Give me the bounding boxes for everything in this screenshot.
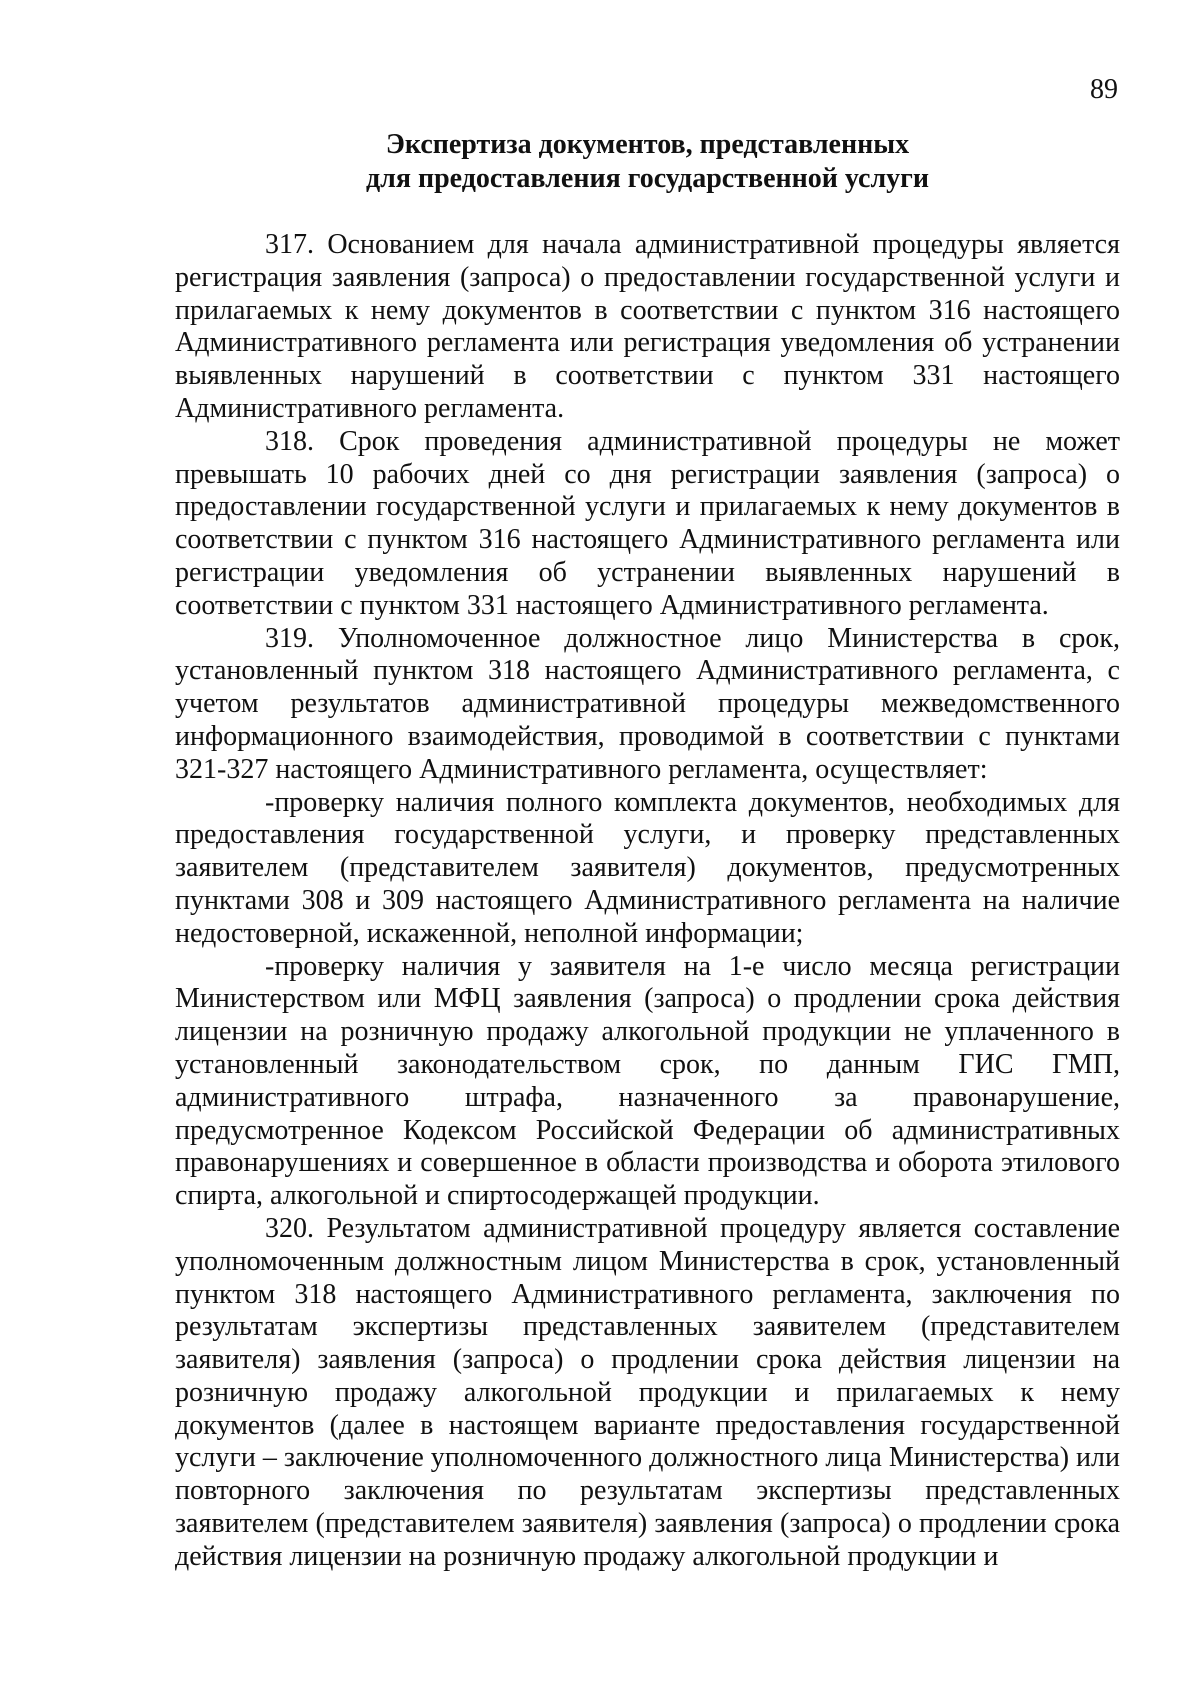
list-item-document-check: -проверку наличия полного комплекта документов, необходимых для предоставления государственной услуги, и проверку представленных заявителем (представителем заявителя) документов, предусмотренных пунктами 308 и 309 настоящего Административного регламента на наличие недостоверной, искаженной, неполной информации; — [175, 786, 1120, 949]
body-text — [175, 229, 1120, 1574]
section-heading-line-1: Экспертиза документов, представленных — [385, 129, 910, 160]
paragraph-318: 318. Срок проведения административной процедуры не может превышать 10 рабочих дней со дня регистрации заявления (запроса) о предоставлении государственной услуги и прилагаемых к нему документов в соответствии с пунктом 316 настоящего Административного регламента или регистрации уведомления об устранении выявленных нарушений в соответствии с пунктом 331 настоящего Административного регламента. — [175, 425, 1120, 621]
paragraph-319: 319. Уполномоченное должностное лицо Министерства в срок, установленный пунктом 318 настоящего Административного регламента, с учетом результатов административной процедуры межведомственного информационного взаимодействия, проводимой в соответствии с пунктами 321-327 настоящего Административного регламента, осуществляет: — [175, 622, 1120, 785]
page-number: 89 — [1090, 74, 1118, 105]
paragraph-317: 317. Основанием для начала административной процедуры является регистрация заявления (запроса) о предоставлении государственной услуги и прилагаемых к нему документов в соответствии с пунктом 316 настоящего Административного регламента или регистрация уведомления об устранении выявленных нарушений в соответствии с пунктом 331 настоящего Административного регламента. — [175, 229, 1120, 424]
paragraph-320: 320. Результатом административной процедуру является составление уполномоченным должностным лицом Министерства в срок, установленный пунктом 318 настоящего Административного регламента, заключения по результатам экспертизы представленных заявителем (представителем заявителя) заявления (запроса) о продлении срока действия лицензии на розничную продажу алкогольной продукции и прилагаемых к нему документов (далее в настоящем варианте предоставления государственной услуги – заключение уполномоченного должностного лица Министерства) или повторного заключения по результатам экспертизы представленных заявителем (представителем заявителя) заявления (запроса) о продлении срока действия лицензии на розничную продажу алкогольной продукции и — [175, 1212, 1120, 1572]
section-heading-line-2: для предоставления государственной услуги — [365, 163, 930, 194]
list-item-fine-check: -проверку наличия у заявителя на 1-е число месяца регистрации Министерством или МФЦ заявления (запроса) о продлении срока действия лицензии на розничную продажу алкогольной продукции не уплаченного в установленный законодательством срок, по данным ГИС ГМП, административного штрафа, назначенного за правонарушение, предусмотренное Кодексом Российской Федерации об административных правонарушениях и совершенное в области производства и оборота этилового спирта, алкогольной и спиртосодержащей продукции. — [175, 950, 1120, 1212]
section-heading — [175, 128, 1120, 196]
